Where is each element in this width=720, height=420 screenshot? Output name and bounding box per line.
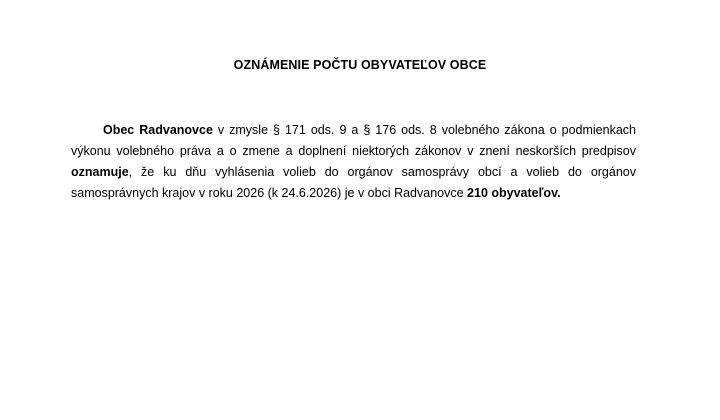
document-title: OZNÁMENIE POČTU OBYVATEĽOV OBCE [233, 58, 487, 72]
announcement-verb: oznamuje [71, 165, 129, 179]
election-context-text: , že ku dňu vyhlásenia volieb do orgánov samosprávy obcí a volieb do orgánov samosprávnych krajov v roku 2026 (k 24.6.2026) je v obci Radvanovce [71, 165, 636, 200]
population-count: 210 obyvateľov. [467, 186, 561, 200]
municipality-name: Obec Radvanovce [103, 123, 213, 137]
legal-reference-text: v zmysle § 171 ods. 9 a § 176 ods. 8 volebného zákona o podmienkach výkonu volebného práva a o zmene a doplnení niektorých zákonov v znení neskorších predpisov [71, 123, 636, 158]
announcement-paragraph [71, 120, 636, 204]
